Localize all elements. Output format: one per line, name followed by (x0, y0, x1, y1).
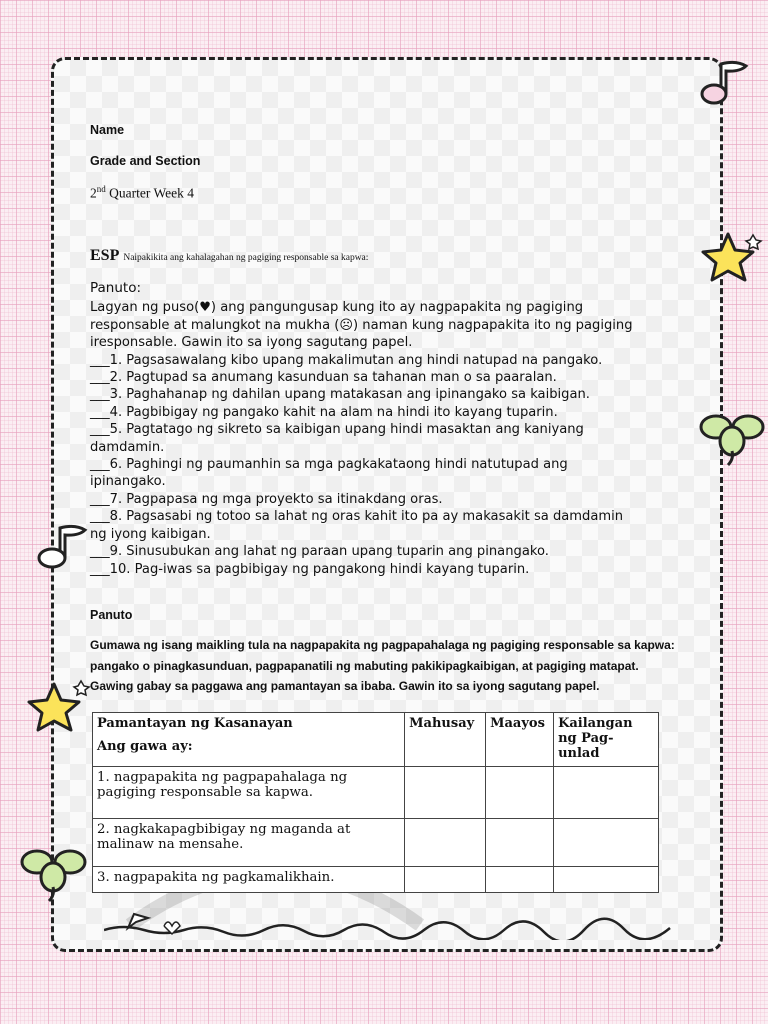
score-cell[interactable] (405, 867, 486, 893)
criteria-header (93, 713, 405, 767)
star-icon (22, 678, 92, 736)
criteria-cell: 1. nagpapakita ng pagpapahalaga ng pagiging responsable sa kapwa. (93, 767, 405, 819)
kailangan-header: Kailangan ng Pag-unlad (554, 713, 659, 767)
list-item: ___3. Paghahanap ng dahilan upang matakasan ang ipinangako sa kaibigan. (90, 387, 590, 403)
score-cell[interactable] (554, 867, 659, 893)
quarter-week (90, 184, 194, 202)
list-item: ___2. Pagtupad sa anumang kasunduan sa tahanan man o sa paaralan. (90, 370, 557, 386)
score-cell[interactable] (554, 767, 659, 819)
table-header-row (93, 713, 659, 767)
part1-instruction-line: responsable at malungkot na mukha (☹) naman kung nagpapakita ito ng pagiging (90, 317, 633, 333)
part2-instructions (90, 635, 690, 697)
list-item: ipinangako. (90, 474, 166, 490)
score-cell[interactable] (486, 867, 554, 893)
clover-icon (698, 405, 768, 467)
part1-instruction-line: Lagyan ng puso(♥) ang pangungusap kung ito ay nagpapakita ng pagiging (90, 300, 584, 316)
criteria-subtitle: Ang gawa ay: (97, 739, 193, 754)
list-item: ___8. Pagsasabi ng totoo sa lahat ng oras kahit ito pa ay makasakit sa damdamin (90, 509, 624, 525)
part1-instruction-line: iresponsable. Gawin ito sa iyong sagutang papel. (90, 335, 413, 351)
music-note-icon (30, 518, 90, 570)
criteria-cell: 3. nagpapakita ng pagkamalikhain. (93, 867, 405, 893)
score-cell[interactable] (405, 767, 486, 819)
wavy-line-decoration (104, 910, 674, 940)
table-row (93, 767, 659, 819)
quarter-suffix: nd (96, 184, 106, 194)
rubric-table (92, 712, 659, 893)
mahusay-header: Mahusay (405, 713, 486, 767)
score-cell[interactable] (405, 819, 486, 867)
quarter-text: Quarter Week 4 (105, 185, 195, 201)
part2-instruction-line: pangako o pinagkasunduan, pagpapanatili ng mabuting pakikipagkaibigan, at pagiging matapat. (90, 658, 639, 673)
list-item: ___4. Pagbibigay ng pangako kahit na alam na hindi ito kayang tuparin. (90, 404, 558, 420)
list-item: ng iyong kaibigan. (90, 526, 211, 542)
music-note-icon (696, 56, 754, 106)
part2-instruction-line: Gumawa ng isang maikling tula na nagpapakita ng pagpapahalaga ng pagiging responsable sa kapwa: (90, 638, 675, 652)
part1-heading: Panuto: (90, 280, 142, 296)
list-item: ___9. Sinusubukan ang lahat ng paraan upang tuparin ang pinangako. (90, 544, 549, 560)
clover-icon (18, 842, 90, 904)
list-item: ___5. Pagtatago ng sikreto sa kaibigan upang hindi masaktan ang kaniyang (90, 422, 584, 438)
criteria-title: Pamantayan ng Kasanayan (97, 716, 293, 731)
subject-title: Naipakikita ang kahalagahan ng pagiging responsable sa kapwa: (123, 253, 369, 263)
maayos-header: Maayos (486, 713, 554, 767)
list-item: ___7. Pagpapasa ng mga proyekto sa itinakdang oras. (90, 491, 443, 507)
name-label: Name (90, 123, 125, 137)
criteria-cell: 2. nagkakapagbibigay ng maganda at malinaw na mensahe. (93, 819, 405, 867)
list-item: damdamin. (90, 439, 165, 455)
part2-instruction-line: Gawing gabay sa paggawa ang pamantayan sa ibaba. Gawin ito sa iyong sagutang papel. (90, 679, 600, 693)
subject-code: ESP (90, 247, 120, 264)
list-item: ___1. Pagsasawalang kibo upang makalimutan ang hindi natupad na pangako. (90, 352, 603, 368)
table-row (93, 867, 659, 893)
part2-heading: Panuto (90, 608, 133, 622)
score-cell[interactable] (486, 819, 554, 867)
list-item: ___10. Pag-iwas sa pagbibigay ng pangakong hindi kayang tuparin. (90, 561, 530, 577)
grade-section-label: Grade and Section (90, 154, 201, 168)
part1-section (90, 280, 690, 578)
star-icon (700, 230, 764, 286)
score-cell[interactable] (554, 819, 659, 867)
quarter-number: 2 (90, 185, 97, 201)
score-cell[interactable] (486, 767, 554, 819)
table-row (93, 819, 659, 867)
subject-line (90, 247, 368, 265)
list-item: ___6. Paghingi ng paumanhin sa mga pagkakataong hindi natutupad ang (90, 457, 568, 473)
